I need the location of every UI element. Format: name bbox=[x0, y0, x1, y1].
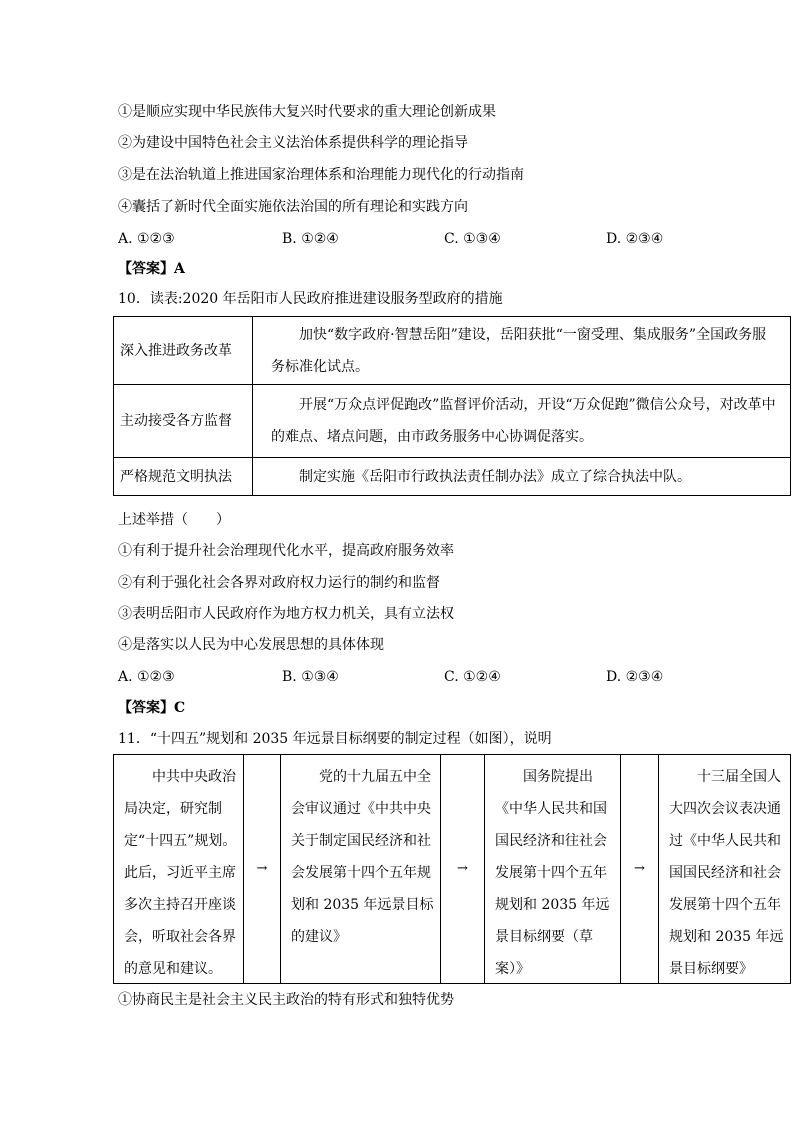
arrow-right-icon: → bbox=[244, 755, 281, 983]
table-row bbox=[114, 458, 791, 496]
arrow-right-icon: → bbox=[441, 755, 485, 983]
process-step-1: 中共中央政治局决定，研究制定“十四五”规划。此后，习近平主席多次主持召开座谈会，听取社会各界的意见和建议。 bbox=[114, 755, 244, 983]
q10-stem: 上述举措（ ） bbox=[118, 512, 230, 528]
q10-option-d: D. ②③④ bbox=[606, 669, 664, 685]
process-step-3: 国务院提出《中华人民共和国国民经济和往社会发展第十四个五年规划和 2035 年远景目标纲要（草案）》 bbox=[485, 755, 621, 983]
table-row bbox=[114, 317, 791, 385]
q10-answer: 【答案】C bbox=[118, 700, 186, 716]
q9-answer: 【答案】A bbox=[118, 261, 185, 277]
q10-option-b: B. ①③④ bbox=[282, 669, 339, 685]
q10-item-2: ②有利于强化社会各界对政府权力运行的制约和监督 bbox=[118, 575, 440, 591]
table-row-label: 主动接受各方监督 bbox=[114, 385, 253, 458]
q9-option-b: B. ①②④ bbox=[282, 231, 339, 247]
process-step-2: 党的十九届五中全会审议通过《中共中央关于制定国民经济和社会发展第十四个五年规划和 2035 年远景目标的建议》 bbox=[281, 755, 441, 983]
table-row bbox=[114, 385, 791, 458]
q10-item-4: ④是落实以人民为中心发展思想的具体体现 bbox=[118, 637, 384, 653]
q10-question: 10．读表:2020 年岳阳市人民政府推进建设服务型政府的措施 bbox=[118, 291, 503, 307]
q11-process-diagram bbox=[113, 754, 791, 984]
q10-option-a: A. ①②③ bbox=[118, 669, 175, 685]
q9-option-a: A. ①②③ bbox=[118, 231, 175, 247]
q9-item-1: ①是顺应实现中华民族伟大复兴时代要求的重大理论创新成果 bbox=[118, 104, 496, 120]
table-row-content: 开展“万众点评促跑改”监督评价活动，开设“万众促跑”微信公众号，对改革中的难点、堵点问题，由市政务服务中心协调促落实。 bbox=[253, 385, 791, 458]
table-row-content: 加快“数字政府·智慧岳阳”建设，岳阳获批“一窗受理、集成服务”全国政务服务标准化试点。 bbox=[253, 317, 791, 385]
q9-item-4: ④囊括了新时代全面实施依法治国的所有理论和实践方向 bbox=[118, 199, 468, 215]
q10-measures-table bbox=[113, 316, 791, 496]
q11-question: 11．“十四五”规划和 2035 年远景目标纲要的制定过程（如图），说明 bbox=[118, 731, 552, 747]
q10-item-1: ①有利于提升社会治理现代化水平，提高政府服务效率 bbox=[118, 543, 454, 559]
q9-option-c: C. ①③④ bbox=[444, 231, 501, 247]
q10-item-3: ③表明岳阳市人民政府作为地方权力机关，具有立法权 bbox=[118, 606, 454, 622]
table-row-label: 深入推进政务改革 bbox=[114, 317, 253, 385]
q11-item-1: ①协商民主是社会主义民主政治的特有形式和独特优势 bbox=[118, 992, 454, 1008]
process-step-4: 十三届全国人大四次会议表决通过《中华人民共和国国民经济和社会发展第十四个五年规划和 2035 年远景目标纲要》 bbox=[669, 769, 784, 977]
table-row-label: 严格规范文明执法 bbox=[114, 458, 253, 496]
table-row-content: 制定实施《岳阳市行政执法责任制办法》成立了综合执法中队。 bbox=[253, 458, 791, 496]
q9-item-2: ②为建设中国特色社会主义法治体系提供科学的理论指导 bbox=[118, 135, 468, 151]
q10-option-c: C. ①②④ bbox=[444, 669, 501, 685]
arrow-right-icon: → bbox=[621, 755, 659, 983]
q9-item-3: ③是在法治轨道上推进国家治理体系和治理能力现代化的行动指南 bbox=[118, 167, 524, 183]
q9-option-d: D. ②③④ bbox=[606, 231, 664, 247]
